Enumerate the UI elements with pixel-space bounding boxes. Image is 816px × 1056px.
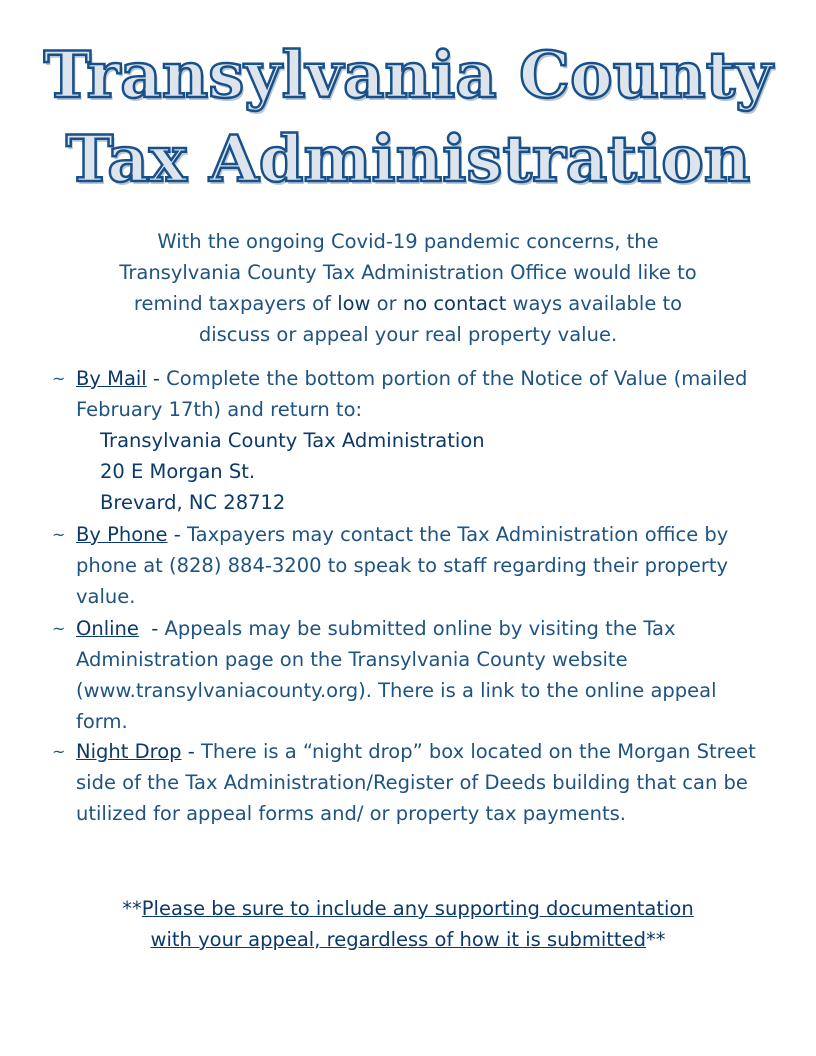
bullet-tilde: ~ xyxy=(52,525,66,544)
title-line-1: Transylvania County xyxy=(43,38,773,113)
bullet-tilde: ~ xyxy=(52,369,66,388)
intro-text: remind taxpayers of xyxy=(133,292,338,315)
emphasis-no-contact: no contact xyxy=(402,292,507,315)
intro-line-4: discuss or appeal your real property value. xyxy=(198,323,618,346)
label-by-mail: By Mail xyxy=(76,367,147,390)
intro-paragraph xyxy=(30,226,786,350)
item-night-drop xyxy=(52,736,772,829)
closing-line-1 xyxy=(30,893,786,924)
closing-text-2: with your appeal, regardless of how it is submitted xyxy=(150,928,646,951)
closing-prefix: ** xyxy=(122,897,142,920)
closing-note xyxy=(30,893,786,955)
separator: - xyxy=(146,367,167,390)
label-night-drop: Night Drop xyxy=(76,740,182,763)
item-text: There is a “night drop” box located on the Morgan Street side of the Tax Administration/Register of Deeds building that can be utilized for appeal forms and/ or property tax payments. xyxy=(76,740,756,825)
item-text: Complete the bottom portion of the Notice of Value (mailed February 17th) and return to: xyxy=(76,367,748,421)
intro-line-2: Transylvania County Tax Administration Office would like to xyxy=(119,261,697,284)
bullet-tilde: ~ xyxy=(52,742,66,761)
separator: - xyxy=(181,740,201,763)
item-online xyxy=(52,613,772,737)
item-text: Appeals may be submitted online by visiting the Tax Administration page on the Transylvania County website (www.transylvaniacounty.org). There is a link to the online appeal form. xyxy=(76,617,717,733)
mail-address xyxy=(100,425,485,518)
label-online: Online xyxy=(76,617,139,640)
address-line-2: 20 E Morgan St. xyxy=(100,460,256,483)
separator: - xyxy=(138,617,165,640)
intro-line-3 xyxy=(30,288,786,319)
item-by-mail xyxy=(52,363,772,425)
title-line-2: Tax Administration xyxy=(65,122,751,197)
separator: - xyxy=(167,523,187,546)
intro-line-1: With the ongoing Covid-19 pandemic concerns, the xyxy=(157,230,659,253)
address-line-1: Transylvania County Tax Administration xyxy=(100,429,485,452)
item-text: Taxpayers may contact the Tax Administration office by phone at (828) 884-3200 to speak to staff regarding their property value. xyxy=(76,523,729,608)
intro-text: or xyxy=(370,292,403,315)
closing-suffix: ** xyxy=(645,928,666,951)
intro-text: ways available to xyxy=(506,292,683,315)
closing-line-2 xyxy=(30,924,786,955)
address-line-3: Brevard, NC 28712 xyxy=(100,491,286,514)
item-by-phone xyxy=(52,519,772,612)
label-by-phone: By Phone xyxy=(76,523,168,546)
emphasis-low: low xyxy=(337,292,371,315)
closing-text-1: Please be sure to include any supporting documentation xyxy=(141,897,694,920)
bullet-tilde: ~ xyxy=(52,619,66,638)
